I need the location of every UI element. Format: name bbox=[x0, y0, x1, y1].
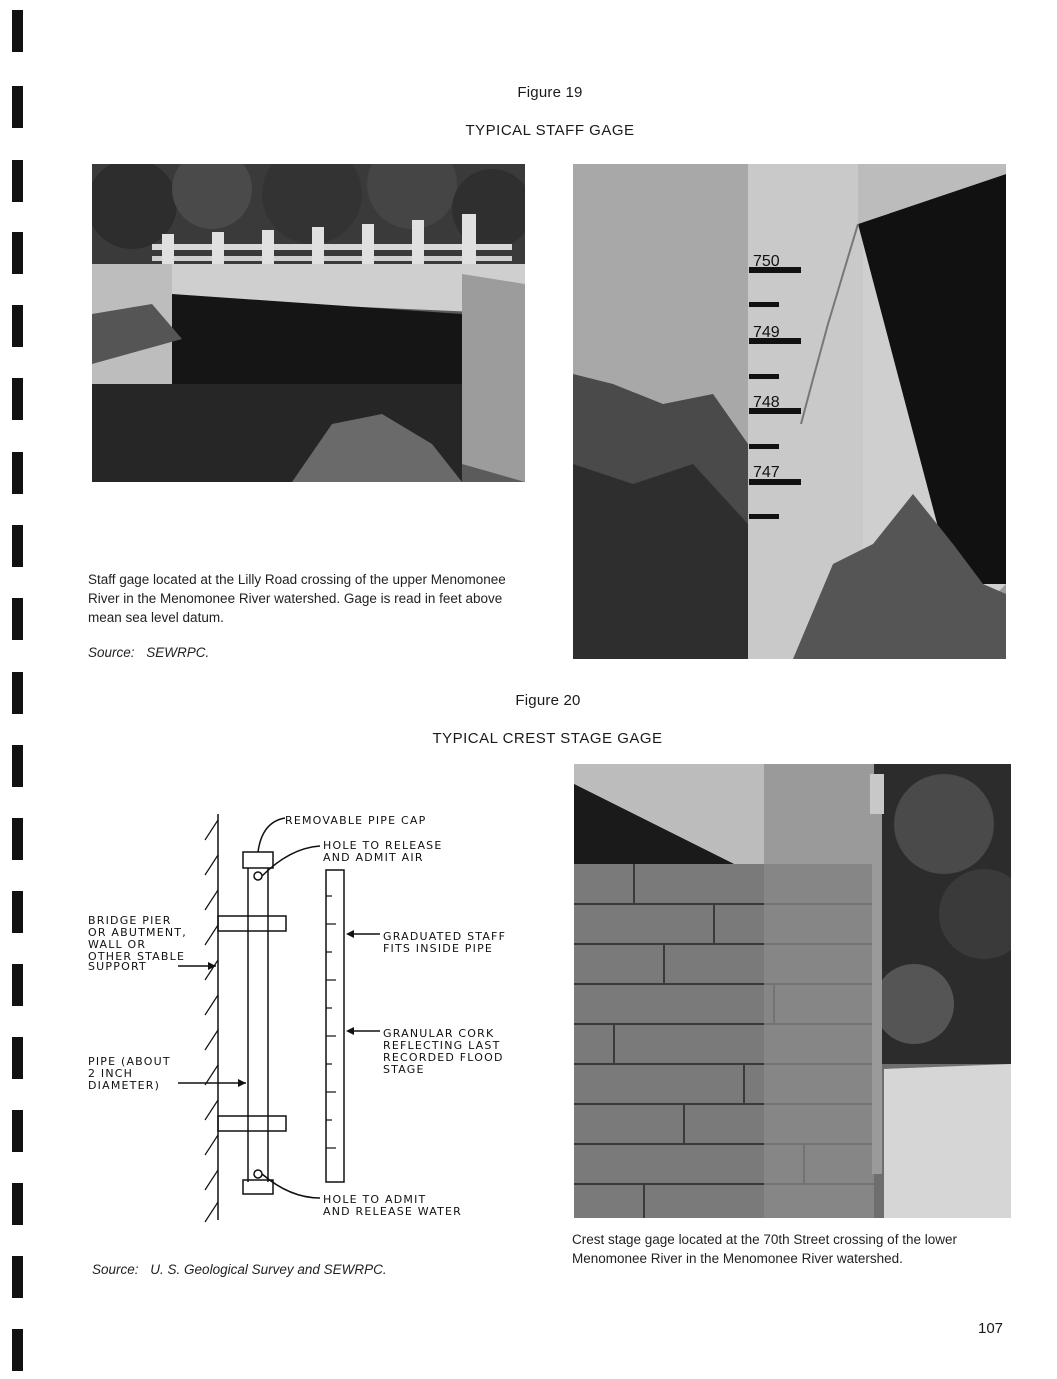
gage-mark-749: 749 bbox=[753, 324, 780, 341]
label-granular-cork-3: RECORDED FLOOD bbox=[383, 1051, 504, 1064]
label-hole-water-2: AND RELEASE WATER bbox=[323, 1205, 463, 1218]
figure-19-caption: Staff gage located at the Lilly Road crossing of the upper Menomonee River in the Menomonee River watershed. Gage is read in feet above mean sea level datum. bbox=[88, 572, 506, 625]
binder-mark bbox=[12, 86, 23, 128]
binder-mark bbox=[12, 160, 23, 202]
binder-mark bbox=[12, 1256, 23, 1298]
source-label: Source: bbox=[92, 1262, 139, 1277]
binder-mark bbox=[12, 378, 23, 420]
binder-mark bbox=[12, 598, 23, 640]
crest-stage-gage-diagram bbox=[80, 800, 560, 1230]
gage-mark-748: 748 bbox=[753, 394, 780, 411]
label-hole-water-1: HOLE TO ADMIT bbox=[323, 1193, 427, 1206]
gage-mark-750: 750 bbox=[753, 253, 780, 270]
binder-mark bbox=[12, 10, 23, 52]
binder-mark bbox=[12, 964, 23, 1006]
label-bridge-pier-4: OTHER STABLE bbox=[88, 950, 186, 963]
label-graduated-staff-2: FITS INSIDE PIPE bbox=[383, 942, 494, 955]
label-bridge-pier-3: WALL OR bbox=[88, 938, 147, 951]
binder-mark bbox=[12, 1110, 23, 1152]
label-granular-cork-2: REFLECTING LAST bbox=[383, 1039, 501, 1052]
label-bridge-pier-2: OR ABUTMENT, bbox=[88, 926, 187, 939]
binder-mark bbox=[12, 232, 23, 274]
label-granular-cork-1: GRANULAR CORK bbox=[383, 1027, 495, 1040]
label-removable-pipe-cap: REMOVABLE PIPE CAP bbox=[285, 814, 427, 827]
figure-20-caption: Crest stage gage located at the 70th Street crossing of the lower Menomonee River in the Menomonee River watershed. bbox=[572, 1232, 957, 1266]
figure-20-source bbox=[92, 1262, 452, 1277]
binder-mark bbox=[12, 818, 23, 860]
figure-20-title: TYPICAL CREST STAGE GAGE bbox=[432, 730, 663, 747]
figure-19-number: Figure 19 bbox=[517, 84, 583, 101]
binder-mark bbox=[12, 1329, 23, 1371]
binder-mark bbox=[12, 1183, 23, 1225]
label-pipe-1: PIPE (ABOUT bbox=[88, 1055, 171, 1068]
crest-gage-photo bbox=[574, 764, 1011, 1218]
label-pipe-2: 2 INCH bbox=[88, 1067, 134, 1080]
label-bridge-pier-1: BRIDGE PIER bbox=[88, 914, 172, 927]
binder-mark bbox=[12, 305, 23, 347]
binder-mark bbox=[12, 452, 23, 494]
figure-20-number: Figure 20 bbox=[515, 692, 581, 709]
page-number: 107 bbox=[978, 1320, 1004, 1337]
binder-mark bbox=[12, 1037, 23, 1079]
binder-mark bbox=[12, 672, 23, 714]
figure-19-title: TYPICAL STAFF GAGE bbox=[465, 122, 635, 139]
label-hole-release-air-2: AND ADMIT AIR bbox=[323, 851, 424, 864]
source-value: SEWRPC. bbox=[146, 645, 210, 660]
label-hole-release-air-1: HOLE TO RELEASE bbox=[323, 839, 443, 852]
gage-mark-747: 747 bbox=[753, 464, 780, 481]
binder-mark bbox=[12, 525, 23, 567]
label-granular-cork-4: STAGE bbox=[383, 1063, 425, 1076]
staff-gage-photo bbox=[573, 164, 1006, 659]
label-graduated-staff-1: GRADUATED STAFF bbox=[383, 930, 507, 943]
binder-mark bbox=[12, 891, 23, 933]
label-pipe-3: DIAMETER) bbox=[88, 1079, 161, 1092]
bridge-photo bbox=[92, 164, 525, 482]
label-bridge-pier-5: SUPPORT bbox=[88, 960, 147, 973]
source-label: Source: bbox=[88, 645, 135, 660]
figure-19-source bbox=[88, 645, 388, 660]
binder-mark bbox=[12, 745, 23, 787]
source-value: U. S. Geological Survey and SEWRPC. bbox=[150, 1262, 387, 1277]
